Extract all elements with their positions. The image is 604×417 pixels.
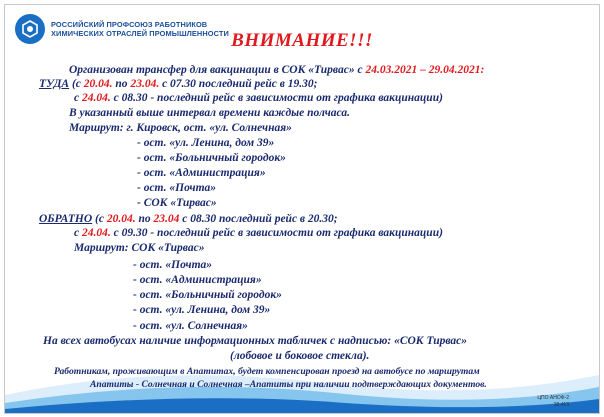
intro-dates: 24.03.2021 – 29.04.2021: <box>365 64 485 76</box>
there-l2-c: с 08.30 - последний рейс в зависимости от графика вакцинации) <box>110 92 443 104</box>
there-stop: - ост. «Почта» <box>137 182 217 194</box>
compensation-line-1: Работникам, проживающим в Апатитах, будет компенсирован проезд на автобусе по маршрутам <box>54 366 480 377</box>
document-code <box>537 395 569 409</box>
back-route-title: Маршрут: СОК «Тирвас» <box>74 242 205 254</box>
there-label: ТУДА <box>39 78 70 90</box>
there-line-3: В указанный выше интервал времени каждые полчаса. <box>69 107 350 119</box>
sign-note-line-1: На всех автобусах наличие информационных табличек с надписью: «СОК Тирвас» <box>43 335 468 347</box>
union-name-line2: ХИМИЧЕСКИХ ОТРАСЛЕЙ ПРОМЫШЛЕННОСТИ <box>51 29 229 38</box>
there-date-to: 23.04. <box>130 78 160 90</box>
intro-line <box>69 63 484 77</box>
there-route-title: Маршрут: г. Кировск, ост. «ул. Солнечная» <box>69 122 292 134</box>
back-date-from: 20.04. <box>106 213 136 225</box>
there-date-from: 20.04. <box>83 78 113 90</box>
back-line-1 <box>39 212 338 226</box>
back-date-to: 23.04 <box>153 213 180 225</box>
there-text-c: по <box>112 78 131 90</box>
back-text-a: (с <box>92 213 107 225</box>
back-l2-c: с 09.30 - последний рейс в зависимости от графика вакцинации) <box>110 227 443 239</box>
there-stop: - ост. «Администрация» <box>137 167 266 179</box>
there-stop: - ост. «Больничный городок» <box>137 152 286 164</box>
back-stop: - ост. «ул. Солнечная» <box>133 320 248 332</box>
there-line-1 <box>39 77 317 91</box>
back-stop: - ост. «Почта» <box>133 259 213 271</box>
back-label: ОБРАТНО <box>39 213 93 225</box>
notice-sheet <box>4 4 600 414</box>
back-text-c: по <box>135 213 154 225</box>
document-code-line2: 38 413 <box>553 402 569 408</box>
there-l2-a: с <box>74 92 82 104</box>
intro-text: Организован трансфер для вакцинации в СОК «Тирвас» с <box>69 64 366 76</box>
document-code-line1: ЦПО АНОФ-2 <box>537 395 569 401</box>
there-line-2 <box>74 91 443 105</box>
compensation-line-2: Апатиты - Солнечная и Солнечная –Апатиты при наличии подтверждающих документов. <box>90 379 487 390</box>
there-stop: - СОК «Тирвас» <box>137 197 217 209</box>
back-stop: - ост. «Больничный городок» <box>133 289 282 301</box>
there-text-a: (с <box>69 78 84 90</box>
back-l2-date: 24.04. <box>81 227 111 239</box>
back-stop: - ост. «Администрация» <box>133 274 262 286</box>
back-line-2 <box>74 226 443 240</box>
there-text-e: с 07.30 последний рейс в 19.30; <box>159 78 318 90</box>
union-name-line1: РОССИЙСКИЙ ПРОФСОЮЗ РАБОТНИКОВ <box>51 20 208 29</box>
back-l2-a: с <box>74 227 82 239</box>
there-l2-date: 24.04. <box>81 92 111 104</box>
back-stop: - ост. «ул. Ленина, дом 39» <box>133 304 271 316</box>
sign-note-line-2: (лобовое и боковое стекла). <box>230 350 370 362</box>
back-text-e: с 08.30 последний рейс в 20.30; <box>179 213 338 225</box>
page-title: ВНИМАНИЕ!!! <box>231 30 373 51</box>
there-stop: - ост. «ул. Ленина, дом 39» <box>137 137 275 149</box>
